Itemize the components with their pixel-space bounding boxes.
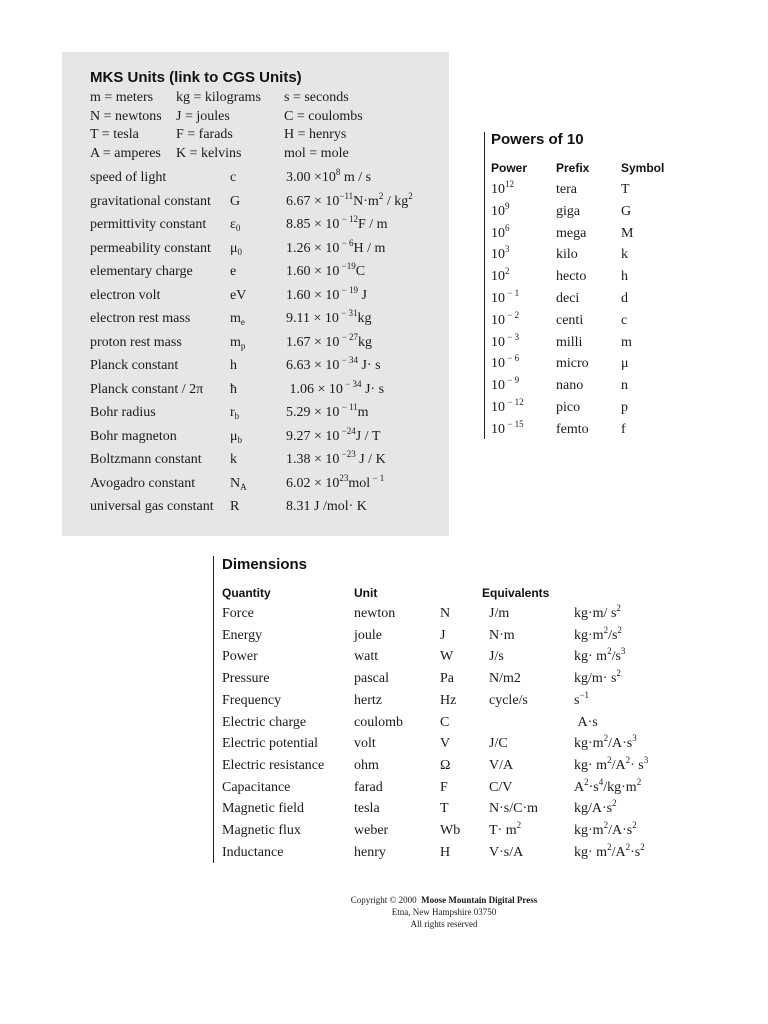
- dimensions-header-unit: Unit: [354, 586, 378, 600]
- dimension-quantity: Frequency: [222, 692, 282, 708]
- constant-symbol: G: [230, 193, 241, 209]
- powers-header-symbol: Symbol: [621, 161, 665, 175]
- constant-value: 5.29 × 10 $^{- 11}$m: [286, 402, 369, 420]
- dimension-equivalent: N·m: [489, 627, 515, 643]
- dimension-base-units: $kg\cdot m^2/s^3$: [574, 646, 626, 665]
- dimension-quantity: Capacitance: [222, 779, 291, 795]
- power-symbol: f: [621, 421, 626, 437]
- constant-row: [90, 449, 450, 472]
- constant-name: universal gas constant: [90, 499, 214, 514]
- power-symbol: c: [621, 312, 628, 328]
- constant-symbol: R: [230, 499, 240, 514]
- copyright-footer: [0, 894, 768, 930]
- dimension-unit-symbol: N: [440, 606, 451, 621]
- power-row: [491, 353, 691, 376]
- dimension-row: [222, 841, 662, 865]
- power-prefix: tera: [556, 182, 577, 197]
- constant-symbol: ħ: [230, 381, 237, 397]
- dimension-quantity: Magnetic field: [222, 801, 305, 817]
- mks-units-title: MKS Units (link to CGS Units): [90, 69, 302, 86]
- dimension-row: [222, 820, 662, 843]
- constant-value: $6.02 \times 10^{23}mol$ $^{- 1}$: [286, 472, 385, 491]
- dimension-unit: farad: [354, 779, 383, 795]
- constant-value: 1.06 × 10 $^{- 34}$ J· s: [286, 378, 385, 397]
- dimension-base-units: $A^2\cdot s^4/kg\cdot m^2$: [574, 776, 642, 795]
- power-prefix: milli: [556, 334, 583, 350]
- power-row: [491, 331, 691, 355]
- constant-value: $6.67 \times 10^{-11}N\cdot m^2 / kg^2$: [286, 190, 413, 209]
- power-prefix: micro: [556, 356, 589, 372]
- dimension-row: [222, 798, 662, 821]
- unit-abbreviation: s = seconds: [284, 90, 349, 105]
- dimension-unit-symbol: W: [440, 649, 454, 665]
- power-prefix: centi: [556, 312, 584, 328]
- power-symbol: p: [621, 400, 628, 415]
- dimension-base-units: kg·m/ $s^2$: [574, 603, 621, 621]
- power-symbol: m: [621, 334, 632, 350]
- dimension-unit: joule: [354, 627, 382, 643]
- dimension-unit-symbol: Pa: [440, 671, 454, 687]
- dimension-unit: pascal: [354, 671, 389, 687]
- dimension-base-units: $kg/m\cdot s^2$: [574, 668, 621, 687]
- publisher-name: Moose Mountain Digital Press: [421, 895, 538, 905]
- power-value: $10^2$: [491, 266, 510, 285]
- unit-abbreviation: N = newtons: [90, 108, 162, 124]
- constant-symbol: $\mu_0$: [230, 240, 243, 257]
- dimension-quantity: Power: [222, 649, 258, 665]
- dimension-quantity: Magnetic flux: [222, 823, 301, 838]
- unit-abbreviation: F = farads: [176, 127, 233, 143]
- unit-abbreviation: kg = kilograms: [176, 90, 261, 105]
- power-row: [491, 375, 691, 398]
- dimension-unit-symbol: V: [440, 736, 451, 752]
- constant-value: 1.38 × 10 $^{-23}$ J / K: [286, 449, 386, 467]
- constant-row: [90, 355, 450, 378]
- dimension-unit-symbol: Wb: [440, 823, 461, 838]
- dimension-equivalent: V/A: [489, 757, 514, 773]
- power-value: 10 $^{- 15}$: [491, 418, 524, 437]
- dimensions-header-quantity: Quantity: [222, 586, 271, 600]
- powers-header-prefix: Prefix: [556, 161, 590, 175]
- constant-value: 8.31 J /mol· K: [286, 499, 367, 514]
- power-value: $10^3$: [491, 244, 510, 263]
- power-row: [491, 397, 691, 420]
- dimension-quantity: Electric resistance: [222, 757, 325, 773]
- dimension-base-units: $kg\cdot m^2/A\cdot s^2$: [574, 820, 637, 838]
- constant-value: 9.11 × 10 $^{- 31}$kg: [286, 308, 372, 326]
- dimension-row: [222, 754, 662, 778]
- constant-value: $3.00 \times 10^8$ m / s: [286, 167, 372, 185]
- constant-name: Bohr radius: [90, 405, 156, 420]
- constant-row: [90, 331, 450, 355]
- unit-abbreviation: J = joules: [176, 108, 230, 124]
- powers-of-ten-title: Powers of 10: [491, 131, 584, 148]
- dimension-unit: hertz: [354, 692, 382, 708]
- unit-abbreviation: mol = mole: [284, 146, 349, 162]
- dimension-unit: watt: [354, 649, 379, 665]
- constant-symbol: k: [230, 452, 237, 467]
- dimension-unit: volt: [354, 736, 376, 752]
- dimension-row: [222, 624, 662, 648]
- constant-name: electron rest mass: [90, 311, 191, 326]
- unit-abbreviation: C = coulombs: [284, 108, 363, 124]
- dimension-equivalent: V·s/A: [489, 844, 524, 860]
- power-value: $10^9$: [491, 200, 510, 219]
- constant-row: [90, 472, 450, 496]
- dimension-base-units: A·s: [574, 714, 598, 730]
- constant-name: Bohr magneton: [90, 428, 177, 444]
- constant-row: [90, 167, 450, 190]
- dimension-equivalent: C/V: [489, 779, 513, 795]
- dimension-equivalent: J/C: [489, 736, 508, 752]
- constant-name: Avogadro constant: [90, 475, 196, 491]
- constant-symbol: $\varepsilon_0$: [230, 217, 241, 233]
- power-row: [491, 179, 691, 202]
- dimension-equivalent: cycle/s: [489, 692, 528, 708]
- dimension-unit-symbol: H: [440, 844, 451, 860]
- unit-abbreviation: A = amperes: [90, 146, 161, 162]
- constant-symbol: $r_b$: [230, 405, 240, 421]
- dimension-unit: henry: [354, 844, 386, 860]
- dimension-quantity: Electric potential: [222, 736, 319, 752]
- power-row: [491, 288, 691, 311]
- constant-name: gravitational constant: [90, 193, 211, 209]
- constant-name: elementary charge: [90, 264, 193, 279]
- constant-name: permittivity constant: [90, 217, 207, 232]
- dimension-quantity: Force: [222, 606, 254, 621]
- dimension-unit: weber: [354, 823, 389, 838]
- dimension-row: [222, 603, 662, 626]
- constant-row: [90, 308, 450, 331]
- dimension-base-units: $s^{-1}$: [574, 689, 590, 708]
- dimensions-title: Dimensions: [222, 556, 308, 573]
- power-symbol: M: [621, 225, 634, 241]
- constant-name: speed of light: [90, 170, 167, 185]
- dimension-equivalent: J/s: [489, 649, 504, 665]
- power-row: [491, 200, 691, 224]
- dimension-row: [222, 733, 662, 756]
- power-prefix: deci: [556, 291, 580, 306]
- constant-symbol: $m_e$: [230, 311, 245, 327]
- dimension-base-units: $kg\cdot m^2/s^2$: [574, 624, 622, 643]
- dimension-equivalent: N/m2: [489, 671, 521, 687]
- dimension-quantity: Pressure: [222, 671, 270, 687]
- copyright-text: Copyright © 2000: [350, 895, 417, 905]
- constant-value: 1.26 × 10 $^{- 6}$H / m: [286, 237, 386, 256]
- power-prefix: giga: [556, 203, 581, 219]
- dimension-quantity: Energy: [222, 627, 263, 643]
- power-value: 10 $^{- 6}$: [491, 353, 520, 372]
- dimension-row: [222, 646, 662, 669]
- power-prefix: femto: [556, 421, 589, 437]
- power-row: [491, 418, 691, 442]
- dimension-equivalent: $T\cdot m^2$: [489, 820, 522, 838]
- constant-row: [90, 237, 450, 261]
- power-prefix: nano: [556, 378, 584, 394]
- dimension-quantity: Electric charge: [222, 714, 307, 730]
- power-symbol: k: [621, 247, 628, 263]
- power-symbol: h: [621, 269, 628, 285]
- dimension-equivalent: N·s/C·m: [489, 801, 538, 817]
- constant-name: Planck constant: [90, 358, 179, 373]
- dimension-unit-symbol: J: [440, 627, 446, 643]
- unit-abbreviation: T = tesla: [90, 127, 139, 143]
- constant-name: proton rest mass: [90, 334, 182, 350]
- constant-symbol: $N_A$: [230, 475, 247, 492]
- constant-row: [90, 284, 450, 308]
- power-row: [491, 266, 691, 289]
- dimension-row: [222, 668, 662, 691]
- power-value: $10^{12}$: [491, 179, 514, 197]
- power-prefix: hecto: [556, 269, 587, 285]
- dimension-unit: coulomb: [354, 714, 403, 730]
- power-value: 10 $^{- 12}$: [491, 397, 524, 415]
- power-symbol: n: [621, 378, 628, 394]
- constant-value: 1.67 × 10 $^{- 27}$kg: [286, 331, 372, 350]
- constant-symbol: e: [230, 264, 237, 279]
- power-symbol: μ: [621, 356, 629, 372]
- constant-symbol: $\mu_b$: [230, 428, 243, 445]
- constant-row: [90, 499, 450, 519]
- power-value: 10 $^{- 9}$: [491, 375, 520, 394]
- constant-row: [90, 214, 450, 237]
- power-value: 10 $^{- 1}$: [491, 288, 520, 306]
- power-value: $10^6$: [491, 222, 510, 241]
- dimension-unit: newton: [354, 606, 396, 621]
- constant-symbol: h: [230, 358, 237, 373]
- power-symbol: T: [621, 182, 630, 197]
- power-prefix: mega: [556, 225, 587, 241]
- constant-symbol: c: [230, 170, 237, 185]
- constant-value: 6.63 × 10 $^{- 34}$ J· s: [286, 355, 381, 373]
- dimension-base-units: $kg\cdot m^2/A^2\cdot s^3$: [574, 754, 649, 773]
- constant-value: 1.60 × 10 $^{- 19}$ J: [286, 284, 367, 303]
- unit-abbreviation: H = henrys: [284, 127, 347, 143]
- powers-divider: [484, 132, 485, 439]
- dimension-base-units: $kg/A\cdot s^2$: [574, 798, 617, 817]
- dimension-unit-symbol: Hz: [440, 692, 457, 708]
- constant-name: Planck constant / 2π: [90, 381, 204, 397]
- dimension-base-units: $kg\cdot m^2/A^2\cdot s^2$: [574, 841, 645, 860]
- dimensions-divider: [213, 556, 214, 863]
- power-value: 10 $^{- 2}$: [491, 309, 520, 328]
- constant-name: electron volt: [90, 287, 161, 303]
- power-row: [491, 244, 691, 267]
- dimension-row: [222, 715, 662, 735]
- power-symbol: G: [621, 203, 632, 219]
- constant-row: [90, 190, 450, 214]
- dimension-row: [222, 689, 662, 713]
- dimensions-header-equivalents: Equivalents: [482, 586, 550, 600]
- constant-symbol: $m_p$: [230, 334, 246, 351]
- dimension-unit-symbol: C: [440, 714, 450, 730]
- dimension-unit: ohm: [354, 757, 379, 773]
- constant-row: [90, 378, 450, 402]
- unit-abbreviation: m = meters: [90, 90, 154, 105]
- power-prefix: pico: [556, 400, 581, 415]
- dimension-unit-symbol: T: [440, 801, 449, 817]
- constant-row: [90, 402, 450, 425]
- power-symbol: d: [621, 291, 628, 306]
- power-prefix: kilo: [556, 247, 578, 263]
- dimension-base-units: $kg\cdot m^2/A\cdot s^3$: [574, 733, 637, 752]
- constant-row: [90, 425, 450, 449]
- unit-abbreviation: K = kelvins: [176, 146, 242, 162]
- constant-value: 9.27 × 10 $^{-24}$J / T: [286, 425, 381, 444]
- power-value: 10 $^{- 3}$: [491, 331, 520, 350]
- powers-header-power: Power: [491, 161, 528, 175]
- dimension-unit-symbol: Ω: [440, 757, 451, 773]
- rights-statement: All rights reserved: [410, 919, 478, 929]
- constant-value: 1.60 × 10 $^{-19}$C: [286, 261, 366, 279]
- power-row: [491, 222, 691, 246]
- publisher-location: Etna, New Hampshire 03750: [391, 907, 497, 917]
- dimension-unit: tesla: [354, 801, 380, 817]
- constant-name: permeability constant: [90, 240, 211, 256]
- dimension-equivalent: J/m: [489, 606, 510, 621]
- constant-row: [90, 261, 450, 284]
- constant-name: Boltzmann constant: [90, 452, 202, 467]
- dimension-quantity: Inductance: [222, 844, 284, 860]
- constant-symbol: eV: [230, 287, 247, 303]
- power-row: [491, 309, 691, 333]
- dimension-row: [222, 776, 662, 800]
- dimension-unit-symbol: F: [440, 779, 448, 795]
- constant-value: 8.85 × 10 $^{- 12}$F / m: [286, 214, 388, 232]
